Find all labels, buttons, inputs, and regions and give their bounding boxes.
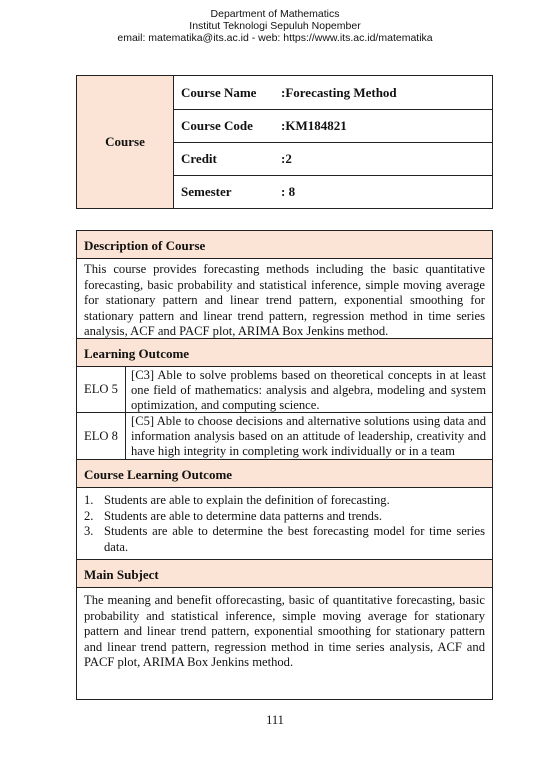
semester-row: [174, 175, 492, 208]
main-subject-text: The meaning and benefit offorecasting, basic of quantitative forecasting, basic probability and statistical inference, simple moving average for stationary pattern and linear trend pattern, exponential smoothing for stationary pattern and linear trend pattern, regression method in time series analysis, ACF and PACF plot, ARIMA Box Jenkins method.: [84, 593, 485, 670]
list-item: 2. Students are able to determine data patterns and trends.: [84, 508, 383, 523]
semester-key: Semester: [181, 184, 232, 199]
credit-row: [174, 142, 492, 176]
course-name-key: Course Name: [181, 85, 257, 100]
elo-row: [77, 413, 492, 460]
course-code-value: :KM184821: [281, 118, 347, 133]
elo-label: ELO 8: [77, 413, 126, 459]
course-label-cell: Course: [77, 76, 174, 208]
course-learning-outcome-list: [77, 488, 492, 560]
elo-label: ELO 5: [77, 367, 126, 412]
semester-value: : 8: [281, 184, 296, 199]
course-learning-outcome-heading: Course Learning Outcome: [77, 460, 492, 488]
department-name: Department of Mathematics: [210, 8, 340, 20]
course-info-table: [76, 75, 493, 209]
description-text: This course provides forecasting methods including the basic quantitative forecasting, basic probability and statistical inference, simple moving average for stationary pattern and linear trend pattern, exponential smoothing for stationary pattern and linear trend pattern, regression method in time series analysis, ACF and PACF plot, ARIMA Box Jenkins method.: [77, 259, 492, 339]
elo-description: [C3] Able to solve problems based on theoretical concepts in at least one field of mathematics: analysis and algebra, modeling and system optimization, and computing science.: [131, 368, 486, 412]
credit-value: :2: [281, 151, 292, 166]
course-code-row: [174, 109, 492, 143]
main-subject-heading: Main Subject: [77, 560, 492, 588]
course-name-value: :Forecasting Method: [281, 85, 397, 100]
course-details-table: [76, 230, 493, 700]
course-name-row: [174, 76, 492, 110]
learning-outcome-heading: Learning Outcome: [77, 339, 492, 367]
course-code-key: Course Code: [181, 118, 253, 133]
list-item: 1. Students are able to explain the definition of forecasting.: [84, 493, 390, 507]
elo-description: [C5] Able to choose decisions and alternative solutions using data and information analysis based on an attitude of leadership, creativity and have high integrity in completing work individually or in a team: [131, 414, 486, 458]
list-item: 3. Students are able to determine the best forecasting model for time series data.: [84, 524, 485, 554]
credit-key: Credit: [181, 151, 217, 166]
institute-name: Institut Teknologi Sepuluh Nopember: [189, 20, 361, 32]
description-heading: Description of Course: [77, 231, 492, 259]
page-number: 111: [266, 713, 284, 727]
elo-row: [77, 367, 492, 413]
contact-line: email: matematika@its.ac.id - web: https://www.its.ac.id/matematika: [117, 32, 433, 44]
